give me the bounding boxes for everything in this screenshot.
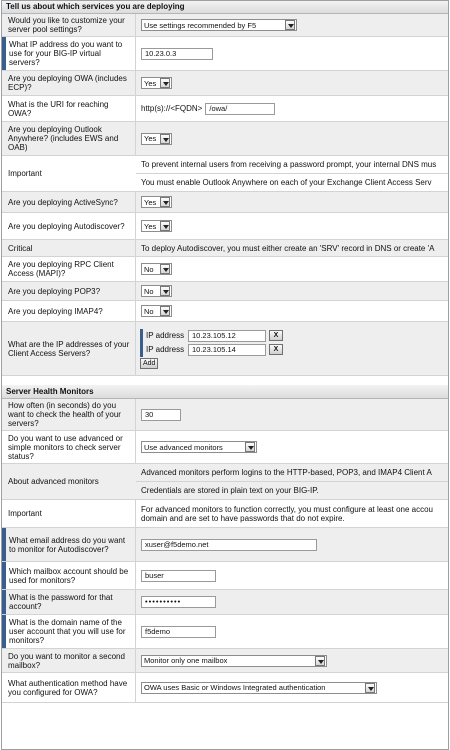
health-section-title: Server Health Monitors: [2, 385, 448, 399]
owa-uri-input[interactable]: /owa/: [205, 103, 275, 115]
chevron-down-icon: [285, 20, 295, 30]
customize-row: [2, 14, 448, 37]
email-label: What email address do you want to monitor for Autodiscover?: [2, 528, 136, 561]
monitor-type-row: [2, 431, 448, 464]
auth-select-value: OWA uses Basic or Windows Integrated authentication: [144, 683, 326, 692]
imap4-select[interactable]: [141, 305, 172, 317]
auth-select[interactable]: [141, 682, 377, 694]
rpc-row: [2, 257, 448, 282]
password-row: [2, 590, 448, 615]
chevron-down-icon: [245, 442, 255, 452]
domain-input[interactable]: f5demo: [141, 626, 216, 638]
services-section-title: Tell us about which services you are deploying: [2, 1, 448, 14]
critical-row: [2, 240, 448, 257]
password-label: What is the password for that account?: [2, 590, 136, 614]
auth-label: What authentication method have you configured for OWA?: [2, 673, 136, 702]
email-input[interactable]: xuser@f5demo.net: [141, 539, 317, 551]
autodiscover-label: Are you deploying Autodiscover?: [2, 213, 136, 239]
mailbox-row: [2, 562, 448, 590]
health-important-text-2: domain and are set to have passwords that do not expire.: [141, 513, 345, 523]
outlook-select-value: Yes: [144, 134, 157, 143]
mailbox-input[interactable]: buser: [141, 570, 216, 582]
customize-select-value: Use settings recommended by F5: [144, 20, 257, 30]
interval-label: How often (in seconds) do you want to check the health of your servers?: [2, 399, 136, 430]
chevron-down-icon: [160, 134, 170, 144]
domain-row: [2, 615, 448, 649]
domain-label: What is the domain name of the user account that you will use for monitors?: [2, 615, 136, 648]
cas-ip-input[interactable]: 10.23.105.12: [188, 330, 266, 342]
critical-text: To deploy Autodiscover, you must either create an 'SRV' record in DNS or create 'A: [141, 243, 435, 253]
monitor-type-select-value: Use advanced monitors: [144, 442, 223, 452]
uri-prefix: http(s)://<FQDN>: [141, 104, 203, 113]
chevron-down-icon: [160, 286, 170, 296]
auth-row: [2, 673, 448, 703]
autodiscover-select[interactable]: [141, 220, 172, 232]
activesync-select[interactable]: [141, 196, 172, 208]
health-important-text-1: For advanced monitors to function correctly, you must configure at least one accou: [141, 504, 433, 514]
imap4-label: Are you deploying IMAP4?: [2, 301, 136, 321]
rpc-label: Are you deploying RPC Client Access (MAPI)?: [2, 257, 136, 281]
important-label: Important: [8, 169, 42, 178]
rpc-select[interactable]: [141, 263, 172, 275]
password-input[interactable]: ••••••••••: [141, 596, 216, 608]
chevron-down-icon: [160, 221, 170, 231]
health-important-label: Important: [2, 500, 136, 527]
virtual-server-ip-input[interactable]: 10.23.0.3: [141, 48, 213, 60]
add-ip-button[interactable]: Add: [140, 358, 158, 369]
cas-ip-label: IP address: [146, 345, 185, 354]
rpc-select-value: No: [144, 264, 154, 274]
cas-ip-entry: [140, 343, 283, 357]
pop3-row: [2, 282, 448, 301]
pop3-select-value: No: [144, 286, 154, 296]
pop3-select[interactable]: [141, 285, 172, 297]
important-row: [2, 156, 448, 192]
outlook-select[interactable]: [141, 133, 172, 145]
important-text-1: To prevent internal users from receiving a password prompt, your internal DNS mus: [136, 156, 448, 174]
second-mailbox-select[interactable]: [141, 655, 327, 667]
second-mailbox-select-value: Monitor only one mailbox: [144, 656, 228, 665]
outlook-row: [2, 122, 448, 156]
cas-ip-entry: [140, 329, 283, 343]
remove-ip-button[interactable]: X: [269, 344, 283, 355]
autodiscover-row: [2, 213, 448, 240]
activesync-select-value: Yes: [144, 197, 157, 207]
owa-row: [2, 71, 448, 96]
chevron-down-icon: [160, 306, 170, 316]
about-monitors-text-1: Advanced monitors perform logins to the HTTP-based, POP3, and IMAP4 Client A: [136, 464, 448, 482]
about-monitors-text-2: Credentials are stored in plain text on your BIG-IP.: [141, 486, 319, 495]
ip-label: What IP address do you want to use for your BIG-IP virtual servers?: [2, 37, 136, 70]
owa-select-value: Yes: [144, 78, 157, 88]
imap4-row: [2, 301, 448, 322]
important-text-2: You must enable Outlook Anywhere on each of your Exchange Client Access Serv: [141, 178, 432, 187]
owa-select[interactable]: [141, 77, 172, 89]
email-row: [2, 528, 448, 562]
uri-label: What is the URI for reaching OWA?: [2, 96, 136, 121]
customize-select[interactable]: [141, 19, 297, 31]
mailbox-label: Which mailbox account should be used for monitors?: [2, 562, 136, 589]
critical-label: Critical: [2, 240, 136, 256]
about-monitors-label: About advanced monitors: [8, 477, 99, 486]
activesync-row: [2, 192, 448, 213]
remove-ip-button[interactable]: X: [269, 330, 283, 341]
uri-row: [2, 96, 448, 122]
outlook-label: Are you deploying Outlook Anywhere? (includes EWS and OAB): [2, 122, 136, 155]
chevron-down-icon: [315, 656, 325, 666]
cas-row: [2, 322, 448, 376]
cas-label: What are the IP addresses of your Client Access Servers?: [2, 322, 136, 375]
pop3-label: Are you deploying POP3?: [2, 282, 136, 300]
cas-ip-input[interactable]: 10.23.105.14: [188, 344, 266, 356]
interval-row: [2, 399, 448, 431]
cas-ip-label: IP address: [146, 331, 185, 340]
chevron-down-icon: [365, 683, 375, 693]
deployment-form: [1, 0, 449, 750]
monitor-type-label: Do you want to use advanced or simple monitors to check server status?: [2, 431, 136, 463]
section-gap: [2, 376, 448, 385]
second-mailbox-row: [2, 649, 448, 673]
chevron-down-icon: [160, 197, 170, 207]
health-important-row: [2, 500, 448, 528]
imap4-select-value: No: [144, 306, 154, 316]
ip-row: [2, 37, 448, 71]
second-mailbox-label: Do you want to monitor a second mailbox?: [2, 649, 136, 672]
interval-input[interactable]: 30: [141, 409, 181, 421]
autodiscover-select-value: Yes: [144, 221, 157, 231]
chevron-down-icon: [160, 264, 170, 274]
monitor-type-select[interactable]: [141, 441, 257, 453]
chevron-down-icon: [160, 78, 170, 88]
about-monitors-row: [2, 464, 448, 500]
customize-label: Would you like to customize your server pool settings?: [2, 14, 136, 36]
activesync-label: Are you deploying ActiveSync?: [2, 192, 136, 212]
owa-label: Are you deploying OWA (includes ECP)?: [2, 71, 136, 95]
